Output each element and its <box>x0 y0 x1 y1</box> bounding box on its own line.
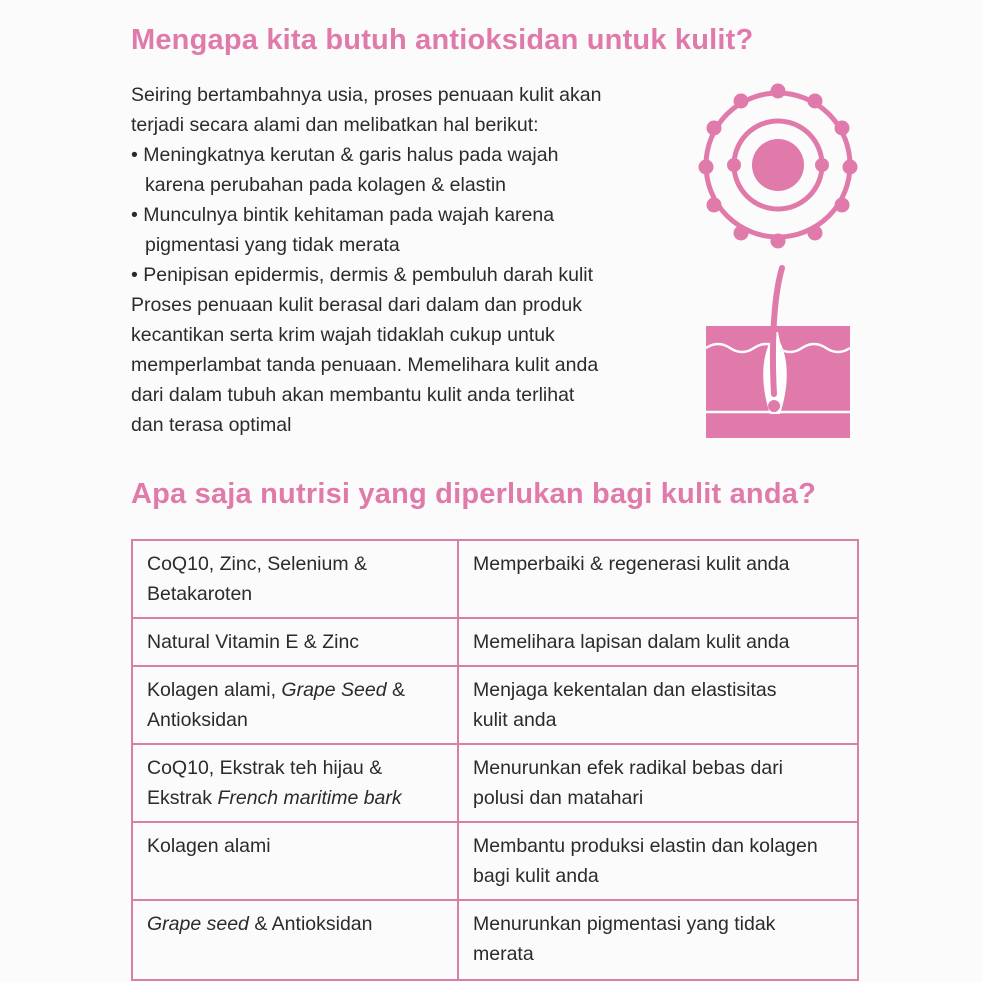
cell-line: Membantu produksi elastin dan kolagen <box>473 835 818 857</box>
paragraph-line: dari dalam tubuh akan membantu kulit anda terlihat <box>131 384 575 406</box>
cell-line: Menurunkan efek radikal bebas dari <box>473 757 784 779</box>
benefit-cell <box>458 540 858 618</box>
intro-text <box>131 80 691 440</box>
paragraph-line: dan terasa optimal <box>131 414 292 436</box>
nutrient-cell <box>132 822 458 900</box>
benefit-cell <box>458 822 858 900</box>
cell-line: Menjaga kekentalan dan elastisitas <box>473 679 777 701</box>
cell-line: merata <box>473 943 534 965</box>
bullet-continuation: pigmentasi yang tidak merata <box>145 234 400 256</box>
paragraph-line: kecantikan serta krim wajah tidaklah cukup untuk <box>131 324 555 346</box>
nutrient-cell <box>132 540 458 618</box>
text-span: & Antioksidan <box>248 913 373 935</box>
cell-line: Memperbaiki & regenerasi kulit anda <box>473 553 790 575</box>
benefit-cell <box>458 744 858 822</box>
heading-nutrients: Apa saja nutrisi yang diperlukan bagi kulit anda? <box>131 478 816 510</box>
bullet-continuation: karena perubahan pada kolagen & elastin <box>145 174 507 196</box>
text-span: & <box>386 679 406 701</box>
benefit-cell <box>458 618 858 666</box>
cell-line: Kolagen alami <box>147 835 271 857</box>
cell-line <box>147 675 443 705</box>
paragraph-line: Proses penuaan kulit berasal dari dalam dan produk <box>131 294 582 316</box>
text-span: Kolagen alami, <box>147 679 282 701</box>
cell-line: CoQ10, Ekstrak teh hijau & <box>147 757 383 779</box>
italic-span: French maritime bark <box>217 787 402 809</box>
nutrient-cell <box>132 618 458 666</box>
cell-line: Memelihara lapisan dalam kulit anda <box>473 631 790 653</box>
nutrient-table <box>131 539 859 981</box>
table-row <box>132 744 858 822</box>
cell-line: Natural Vitamin E & Zinc <box>147 631 360 653</box>
table-row <box>132 900 858 980</box>
italic-span: Grape Seed <box>281 679 387 701</box>
nutrient-cell <box>132 900 458 980</box>
heading-antioxidant: Mengapa kita butuh antioksidan untuk kulit? <box>131 24 754 56</box>
cell-line: CoQ10, Zinc, Selenium & <box>147 553 368 575</box>
cell-line <box>147 909 443 939</box>
bullet-item: • Meningkatnya kerutan & garis halus pada wajah <box>131 144 559 166</box>
atom-icon <box>696 80 860 250</box>
cell-line: Antioksidan <box>147 709 248 731</box>
cell-line: Betakaroten <box>147 583 253 605</box>
text-span: Ekstrak <box>147 787 218 809</box>
intro-line: terjadi secara alami dan melibatkan hal berikut: <box>131 114 539 136</box>
intro-line: Seiring bertambahnya usia, proses penuaan kulit akan <box>131 84 602 106</box>
table-row <box>132 666 858 744</box>
cell-line: bagi kulit anda <box>473 865 599 887</box>
benefit-cell <box>458 900 858 980</box>
table-row <box>132 618 858 666</box>
benefit-cell <box>458 666 858 744</box>
bullet-item: • Penipisan epidermis, dermis & pembuluh darah kulit <box>131 264 594 286</box>
table-row <box>132 540 858 618</box>
cell-line <box>147 783 443 813</box>
skin-layer-icon <box>700 262 856 440</box>
nutrient-cell <box>132 666 458 744</box>
cell-line: kulit anda <box>473 709 557 731</box>
bullet-item: • Munculnya bintik kehitaman pada wajah karena <box>131 204 555 226</box>
paragraph-line: memperlambat tanda penuaan. Memelihara kulit anda <box>131 354 599 376</box>
cell-line: polusi dan matahari <box>473 787 644 809</box>
italic-span: Grape seed <box>147 913 249 935</box>
nutrient-cell <box>132 744 458 822</box>
cell-line: Menurunkan pigmentasi yang tidak <box>473 913 776 935</box>
table-row <box>132 822 858 900</box>
